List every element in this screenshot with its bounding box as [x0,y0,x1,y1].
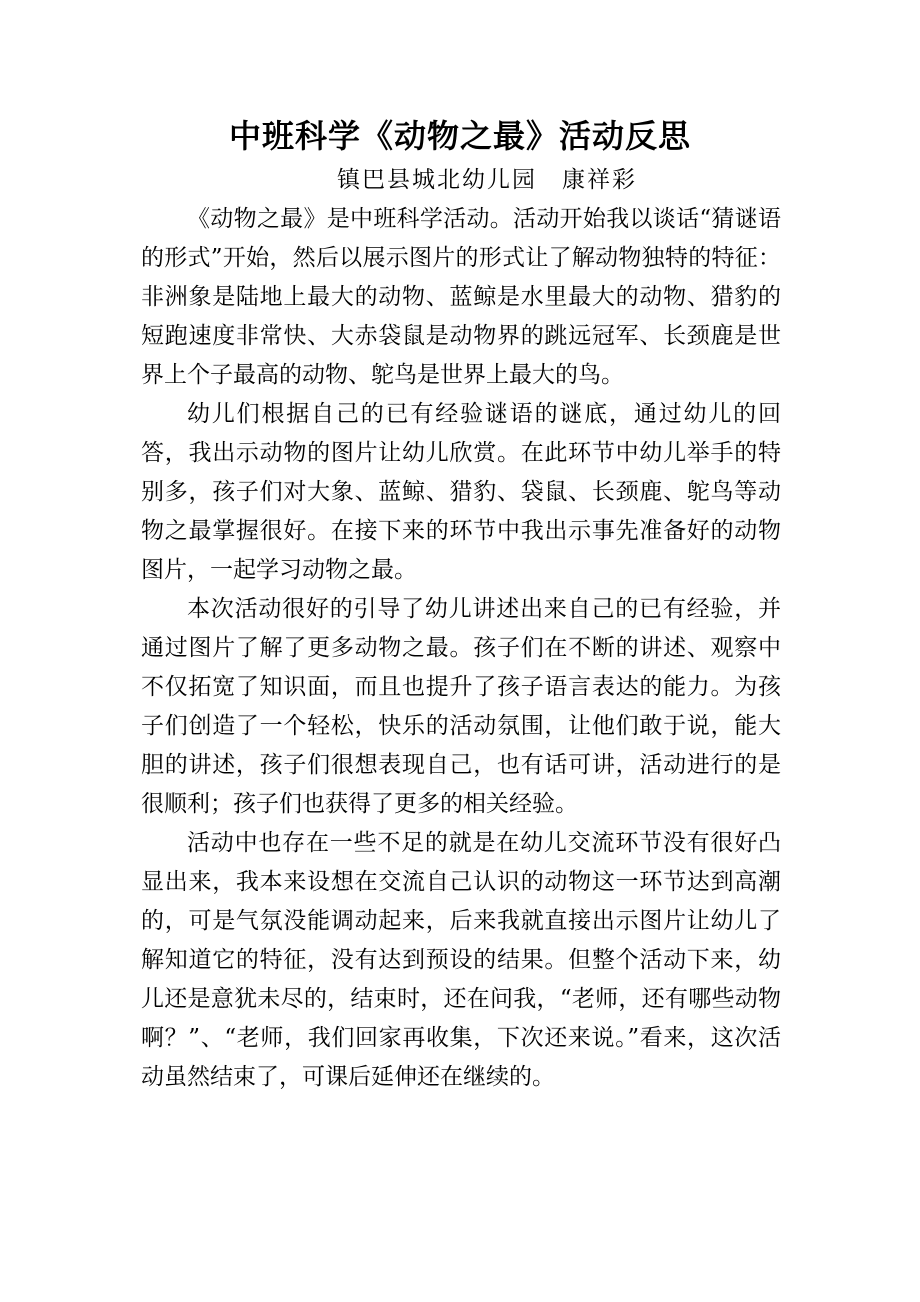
author-byline: 镇巴县城北幼儿园 康祥彩 [337,167,637,193]
document-body [141,200,781,1097]
paragraph-2: 幼儿们根据自己的已有经验谜语的谜底，通过幼儿的回答，我出示动物的图片让幼儿欣赏。在此环节中幼儿举手的特别多，孩子们对大象、蓝鲸、猎豹、袋鼠、长颈鹿、鸵鸟等动物之最掌握很好。在接下来的环节中我出示事先准备好的动物图片，一起学习动物之最。 [141,401,781,583]
paragraph-3: 本次活动很好的引导了幼儿讲述出来自己的已有经验，并通过图片了解了更多动物之最。孩子们在不断的讲述、观察中不仅拓宽了知识面，而且也提升了孩子语言表达的能力。为孩子们创造了一个轻松，快乐的活动氛围，让他们敢于说，能大胆的讲述，孩子们很想表现自己，也有话可讲，活动进行的是很顺利；孩子们也获得了更多的相关经验。 [141,596,781,817]
paragraph-1: 《动物之最》是中班科学活动。活动开始我以谈话“猜谜语的形式”开始，然后以展示图片的形式让了解动物独特的特征：非洲象是陆地上最大的动物、蓝鲸是水里最大的动物、猎豹的短跑速度非常快、大赤袋鼠是动物界的跳远冠军、长颈鹿是世界上个子最高的动物、鸵鸟是世界上最大的鸟。 [141,206,781,388]
document-title: 中班科学《动物之最》活动反思 [228,117,691,155]
paragraph-4: 活动中也存在一些不足的就是在幼儿交流环节没有很好凸显出来，我本来设想在交流自己认识的动物这一环节达到高潮的，可是气氛没能调动起来，后来我就直接出示图片让幼儿了解知道它的特征，没有达到预设的结果。但整个活动下来，幼儿还是意犹未尽的，结束时，还在问我，“老师，还有哪些动物啊？”、“老师，我们回家再收集，下次还来说。”看来，这次活动虽然结束了，可课后延伸还在继续的。 [141,830,781,1090]
